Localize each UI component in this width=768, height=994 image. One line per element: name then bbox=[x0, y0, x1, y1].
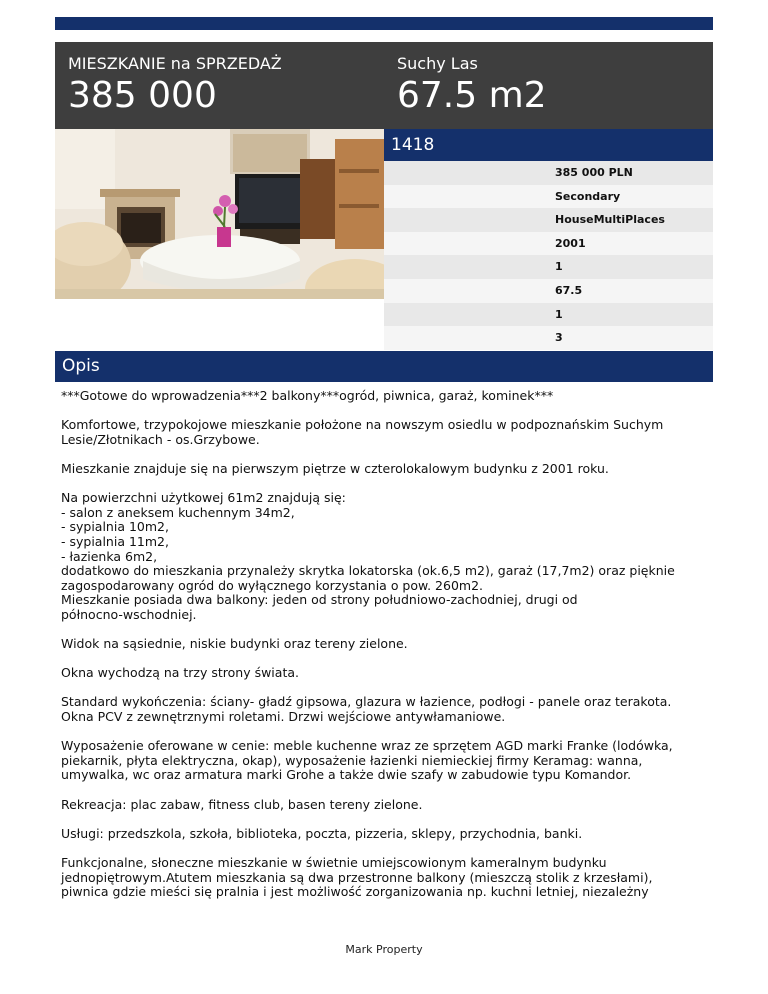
header-right bbox=[397, 54, 547, 116]
property-photo bbox=[55, 129, 384, 299]
property-location: Suchy Las bbox=[397, 54, 478, 73]
description-paragraph: Usługi: przedszkola, szkoła, biblioteka, poczta, pizzeria, sklepy, przychodnia, banki. bbox=[61, 825, 583, 841]
header-left bbox=[68, 54, 282, 116]
details-table bbox=[384, 161, 713, 350]
top-accent-bar bbox=[55, 17, 713, 30]
footer-agency-name: Mark Property bbox=[345, 943, 423, 956]
description-paragraph: Funkcjonalne, słoneczne mieszkanie w świetnie umiejscowionym kameralnym budynku jednopiętrowym.Atutem mieszkania są dwa przestronne balkony (mieszczą stolik z krzesłami), piwnica gdzie mieści się pralnia i jest możliwość zorganizowania np. kuchni letniej, niezależny bbox=[61, 855, 653, 900]
detail-row-market: Secondary bbox=[384, 185, 713, 209]
description-paragraph: Rekreacja: plac zabaw, fitness club, basen tereny zielone. bbox=[61, 796, 423, 812]
description-body bbox=[61, 389, 711, 914]
description-paragraph: Komfortowe, trzypokojowe mieszkanie położone na nowszym osiedlu w podpoznańskim Suchym Lesie/Złotnikach - os.Grzybowe. bbox=[61, 417, 664, 447]
property-price: 385 000 bbox=[68, 75, 217, 116]
description-paragraph: Standard wykończenia: ściany- gładź gipsowa, glazura w łazience, podłogi - panele oraz terakota. Okna PCV z zewnętrznymi roletami. Drzwi wejściowe antywłamaniowe. bbox=[61, 694, 672, 725]
living-room-photo bbox=[55, 129, 384, 299]
detail-row-year: 2001 bbox=[384, 232, 713, 256]
detail-row-value-7: 1 bbox=[384, 303, 713, 327]
description-paragraph: Okna wychodzą na trzy strony świata. bbox=[61, 665, 299, 681]
property-area: 67.5 m2 bbox=[397, 75, 547, 116]
description-paragraph: Na powierzchni użytkowej 61m2 znajdują się: - salon z aneksem kuchennym 34m2, - sypialnia 10m2, - sypialnia 11m2, - łazienka 6m2, dodatkowo do mieszkania przynależy skrytka lokatorska (ok.6,5 m2), garaż (17,7m2) oraz pięknie zagospodarowany ogród do wyłącznego korzystania o pow. 260m2. Mieszkanie posiada dwa balkony: jeden od strony południowo-zachodniej, drugi od północno-wschodniej. bbox=[61, 490, 675, 622]
description-paragraph: ***Gotowe do wprowadzenia***2 balkony***ogród, piwnica, garaż, kominek*** bbox=[61, 388, 554, 403]
description-paragraph: Wyposażenie oferowane w cenie: meble kuchenne wraz ze sprzętem AGD marki Franke (lodówka, piekarnik, płyta elektryczna, okap), wyposażenie łazienki niemieckiej firmy Keramag: wanna, umywalka, wc oraz armatura marki Grohe a także dwie szafy w zabudowie typu Komandor. bbox=[61, 738, 673, 783]
description-paragraph: Mieszkanie znajduje się na pierwszym piętrze w czterolokalowym budynku z 2001 roku. bbox=[61, 460, 609, 476]
detail-row-price: 385 000 PLN bbox=[384, 161, 713, 185]
property-type: MIESZKANIE na SPRZEDAŻ bbox=[68, 54, 282, 73]
detail-row-floor: 1 bbox=[384, 255, 713, 279]
detail-row-area: 67.5 bbox=[384, 279, 713, 303]
detail-row-rooms: 3 bbox=[384, 326, 713, 350]
detail-row-building-type: HouseMultiPlaces bbox=[384, 208, 713, 232]
listing-header bbox=[55, 42, 713, 129]
description-heading: Opis bbox=[55, 351, 713, 382]
listing-id-bar: 1418 bbox=[384, 129, 713, 161]
description-paragraph: Widok na sąsiednie, niskie budynki oraz tereny zielone. bbox=[61, 636, 408, 652]
